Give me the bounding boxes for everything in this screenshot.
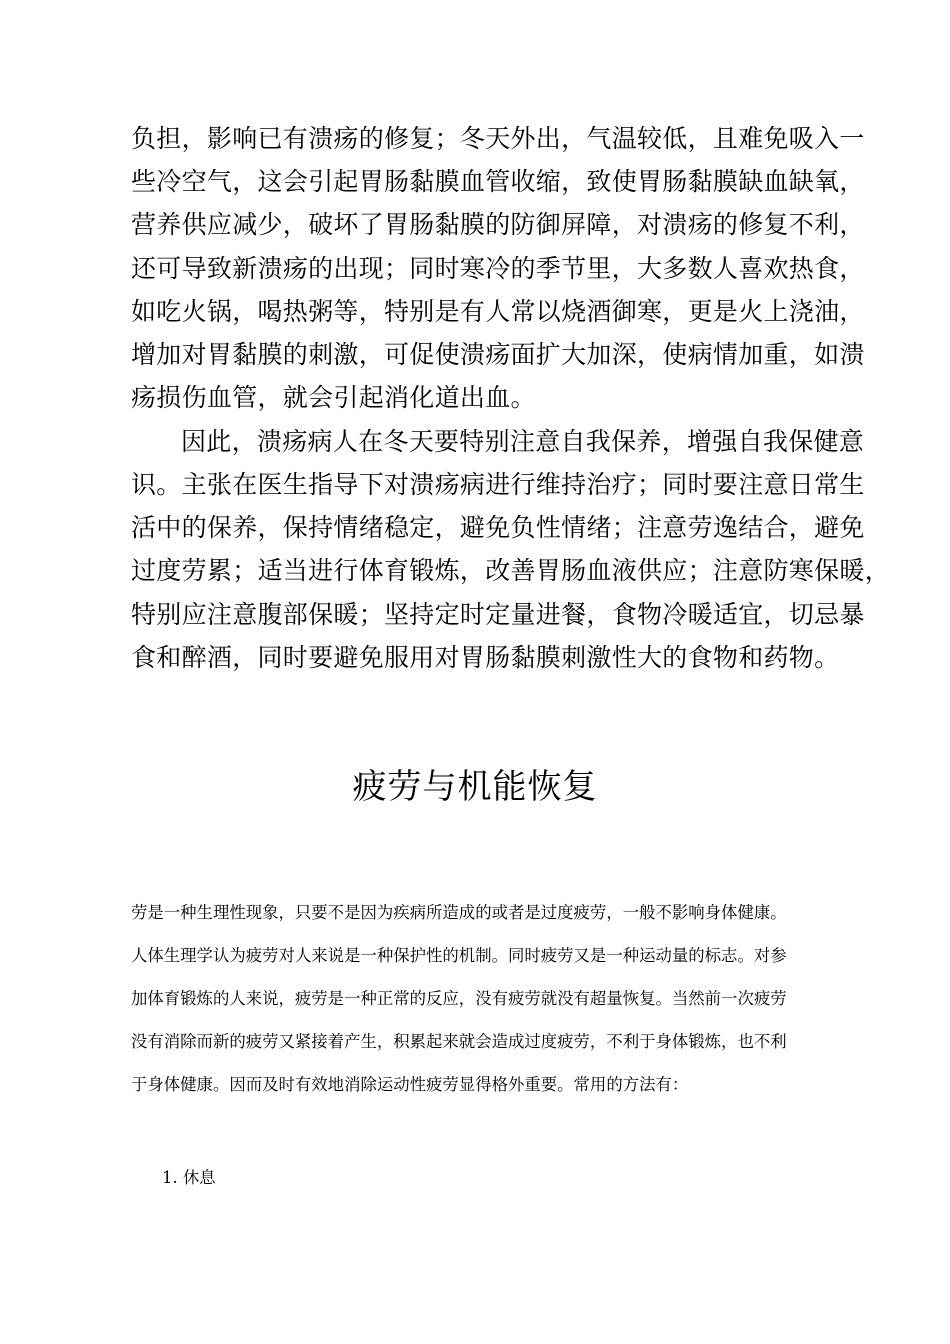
advice-line: 食和醉酒，同时要避免服用对胃肠黏膜刺激性大的食物和药物。 [131,642,840,672]
continuation-line: 些冷空气，这会引起胃肠黏膜血管收缩，致使胃肠黏膜缺血缺氧， [131,167,865,197]
advice-line: 因此，溃疡病人在冬天要特别注意自我保养，增强自我保健意 [181,426,865,456]
advice-line: 特别应注意腹部保暖；坚持定时定量进餐，食物冷暖适宜，切忌暴 [131,599,865,629]
continuation-line: 营养供应减少，破坏了胃肠黏膜的防御屏障，对溃疡的修复不利， [131,210,865,240]
continuation-line: 负担，影响已有溃疡的修复；冬天外出，气温较低，且难免吸入一 [131,124,865,153]
continuation-line: 还可导致新溃疡的出现；同时寒冷的季节里，大多数人喜欢热食， [131,253,865,283]
list-item-rest: 1. 休息 [162,1168,216,1187]
continuation-line: 疡损伤血管，就会引起消化道出血。 [131,383,536,413]
advice-line: 活中的保养，保持情绪稳定，避免负性情绪；注意劳逸结合，避免 [131,513,865,543]
advice-line: 过度劳累；适当进行体育锻炼，改善胃肠血液供应；注意防寒保暖， [131,556,891,586]
large-text-block [131,117,891,679]
advice-line: 识。主张在医生指导下对溃疡病进行维持治疗；同时要注意日常生 [131,470,865,499]
fatigue-line: 劳是一种生理性现象，只要不是因为疾病所造成的或者是过度疲劳，一般不影响身体健康。 [131,903,787,922]
fatigue-line: 人体生理学认为疲劳对人来说是一种保护性的机制。同时疲劳又是一种运动量的标志。对参 [131,946,787,965]
fatigue-line: 没有消除而新的疲劳又紧接着产生，积累起来就会造成过度疲劳，不利于身体锻炼，也不利 [131,1032,787,1051]
fatigue-line: 于身体健康。因而及时有效地消除运动性疲劳显得格外重要。常用的方法有： [131,1075,689,1094]
fatigue-line: 加体育锻炼的人来说，疲劳是一种正常的反应，没有疲劳就没有超量恢复。当然前一次疲劳 [131,989,787,1008]
section-title: 疲劳与机能恢复 [352,767,598,807]
fatigue-paragraph [131,898,841,1113]
continuation-line: 增加对胃黏膜的刺激，可促使溃疡面扩大加深，使病情加重，如溃 [131,339,865,369]
continuation-line: 如吃火锅，喝热粥等，特别是有人常以烧酒御寒，更是火上浇油， [131,296,865,326]
